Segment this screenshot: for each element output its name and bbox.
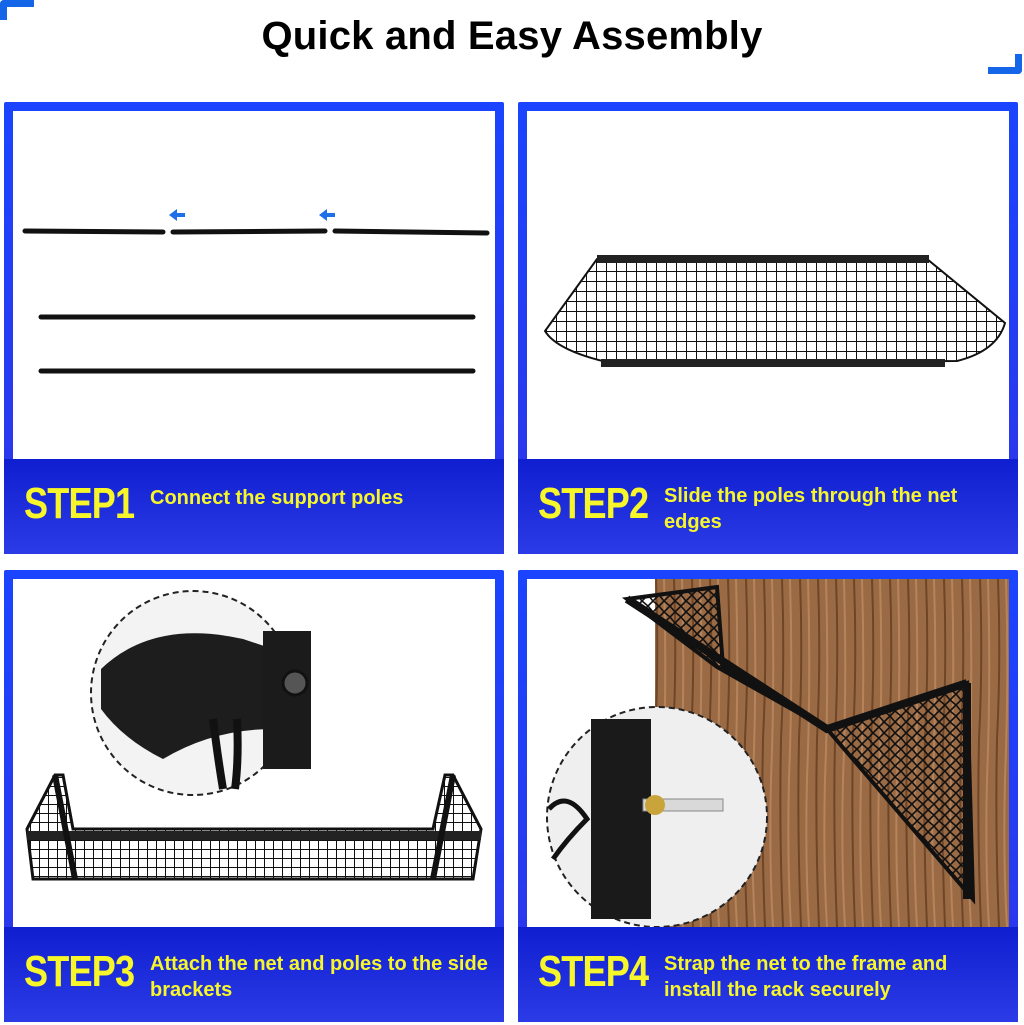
support-poles-photo (13, 111, 495, 459)
step-description: Strap the net to the frame and install the rack securely (664, 953, 948, 1001)
step-description: Slide the poles through the net edges (664, 485, 958, 533)
step-description: Connect the support poles (150, 487, 404, 509)
net-with-poles-photo (527, 111, 1009, 459)
step-caption-1 (4, 459, 504, 554)
step-label: STEP2 (538, 479, 649, 528)
wall-mounted-rack-photo (527, 579, 1009, 927)
step-caption-3 (4, 927, 504, 1022)
step-panel-3 (4, 570, 504, 1022)
step-label: STEP4 (538, 947, 649, 996)
arrow-left-icon (169, 209, 335, 221)
step-description: Attach the net and poles to the side brackets (150, 953, 488, 1001)
step-caption-4 (518, 927, 1018, 1022)
bracket-rack-photo (13, 579, 495, 927)
page-title: Quick and Easy Assembly (261, 14, 763, 58)
step-panel-4 (518, 570, 1018, 1022)
step-label: STEP1 (24, 479, 135, 528)
step-panel-1 (4, 102, 504, 554)
step-caption-2 (518, 459, 1018, 554)
step-panel-2 (518, 102, 1018, 554)
step-label: STEP3 (24, 947, 135, 996)
